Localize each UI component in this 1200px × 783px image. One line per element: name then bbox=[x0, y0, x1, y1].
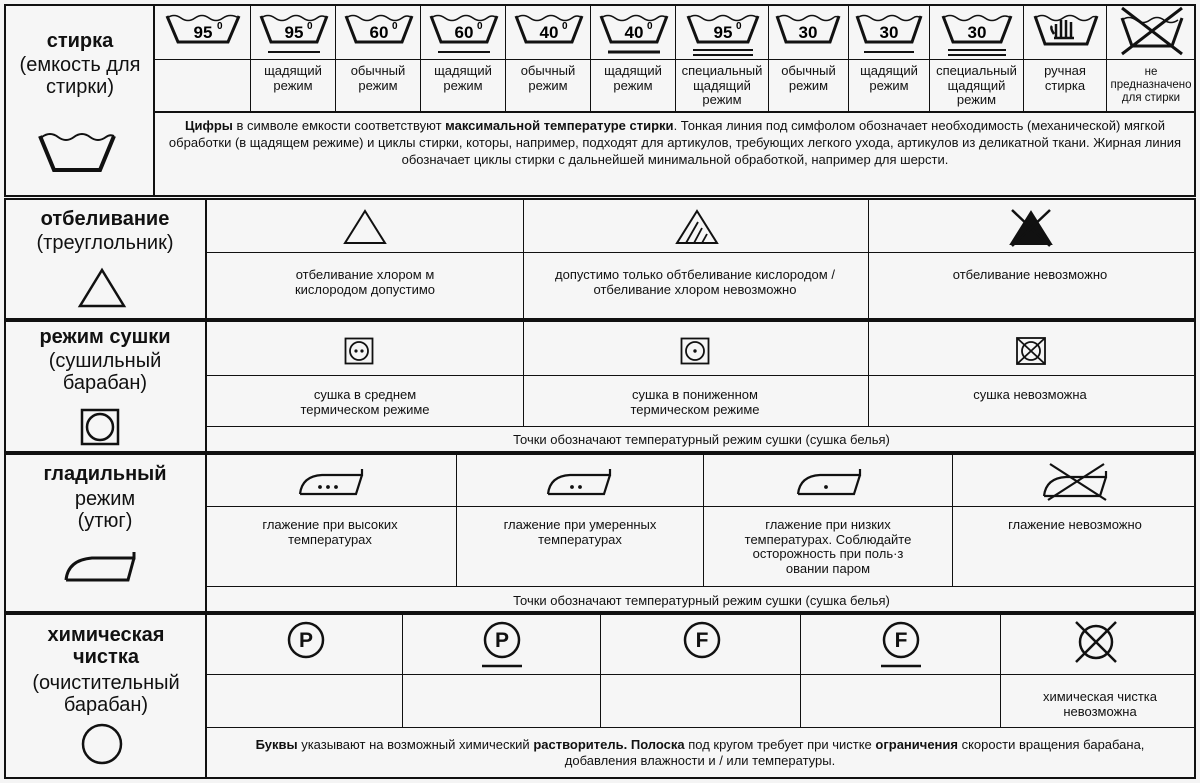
washing-symbol-8 bbox=[774, 12, 842, 48]
drycleaning-subtitle: (очистительный барабан) bbox=[32, 672, 180, 717]
washing-label-5: обычный режим bbox=[520, 63, 576, 93]
svg-text:P: P bbox=[298, 629, 314, 652]
no-wash-icon bbox=[1116, 6, 1188, 56]
washing-symbol-1 bbox=[164, 12, 242, 48]
ironing-label-2: глажение при умеренных температурах bbox=[503, 517, 657, 547]
svg-text:0: 0 bbox=[392, 21, 398, 32]
svg-text:95: 95 bbox=[713, 23, 733, 42]
drycleaning-label-5: химическая чистка невозможна bbox=[1042, 689, 1157, 719]
iron-high-icon bbox=[298, 466, 368, 498]
ironing-title: гладильный bbox=[43, 463, 167, 485]
svg-text:95: 95 bbox=[284, 23, 304, 42]
dry-low-icon bbox=[680, 337, 710, 365]
bleaching-label-3: отбеливание невозможно bbox=[952, 267, 1108, 282]
svg-text:40: 40 bbox=[624, 23, 644, 42]
washing-symbol-4 bbox=[428, 12, 500, 58]
washing-title: стирка bbox=[46, 30, 114, 52]
washing-symbol-10 bbox=[940, 12, 1014, 58]
drycleaning-circle-icon bbox=[80, 722, 124, 766]
solvent-p-icon bbox=[286, 620, 326, 660]
washing-symbol-2 bbox=[258, 12, 330, 58]
hand-wash-icon bbox=[1032, 10, 1100, 50]
no-drycleaning-icon bbox=[1072, 618, 1120, 666]
washing-symbol-3 bbox=[343, 12, 415, 48]
bleaching-label-2: допустимо только обтбеливание кислородом / отбеливание хлором невозможно bbox=[555, 267, 835, 297]
triangle-icon bbox=[76, 266, 128, 310]
washing-label-6: щадящий режим bbox=[604, 63, 662, 93]
oxygen-bleach-icon bbox=[674, 208, 720, 246]
drying-subtitle: (сушильный барабан) bbox=[48, 350, 162, 395]
svg-text:60: 60 bbox=[369, 23, 389, 42]
washing-label-7: специальный щадящий режим bbox=[681, 63, 763, 108]
drying-note: Точки обозначают температурный режим сушки (сушка белья) bbox=[513, 432, 890, 447]
washing-symbol-7 bbox=[685, 12, 761, 58]
dry-medium-icon bbox=[344, 337, 374, 365]
iron-medium-icon bbox=[546, 466, 616, 498]
svg-text:60: 60 bbox=[454, 23, 474, 42]
svg-text:0: 0 bbox=[217, 21, 223, 32]
svg-text:30: 30 bbox=[879, 23, 899, 42]
svg-text:0: 0 bbox=[477, 21, 483, 32]
svg-text:40: 40 bbox=[539, 23, 559, 42]
drycleaning-note: Буквы указывают на возможный химический растворитель. Полоска под кругом требует при чистке ограничения скорости вращения барабана, добавления влажности и / или температуры. bbox=[255, 737, 1145, 769]
washing-label-11: ручная стирка bbox=[1044, 63, 1086, 93]
solvent-p-gentle-icon bbox=[480, 620, 524, 670]
washing-label-10: специальный щадящий режим bbox=[936, 63, 1017, 108]
ironing-note: Точки обозначают температурный режим сушки (сушка белья) bbox=[513, 593, 890, 608]
solvent-f-gentle-icon bbox=[879, 620, 923, 670]
no-bleach-icon bbox=[1006, 206, 1056, 248]
svg-text:30: 30 bbox=[967, 23, 987, 42]
bleaching-title: отбеливание bbox=[40, 208, 170, 230]
svg-text:30: 30 bbox=[798, 23, 818, 42]
svg-text:95: 95 bbox=[193, 23, 213, 42]
washing-subtitle: (емкость для стирки) bbox=[19, 54, 141, 99]
ironing-subtitle: режим (утюг) bbox=[74, 488, 136, 533]
washing-label-4: щадящий режим bbox=[434, 63, 492, 93]
bleaching-label-1: отбеливание хлором м кислородом допустимо bbox=[294, 267, 436, 297]
solvent-f-icon bbox=[682, 620, 722, 660]
iron-icon bbox=[62, 548, 142, 584]
ironing-label-4: глажение невозможно bbox=[1008, 517, 1142, 532]
washing-label-3: обычный режим bbox=[350, 63, 406, 93]
svg-text:F: F bbox=[894, 629, 908, 652]
washtub-icon bbox=[36, 130, 118, 174]
bleach-allowed-icon bbox=[342, 208, 388, 246]
washing-symbol-5 bbox=[513, 12, 585, 48]
svg-text:P: P bbox=[494, 629, 510, 652]
drying-label-1: сушка в среднем термическом режиме bbox=[300, 387, 430, 417]
ironing-label-3: глажение при низких температурах. Соблюдайте осторожность при поль·з овании паром bbox=[744, 517, 912, 576]
washing-label-9: щадящий режим bbox=[860, 63, 918, 93]
washing-symbol-6 bbox=[598, 12, 670, 58]
no-tumble-dry-icon bbox=[1014, 335, 1048, 367]
drying-label-3: сушка невозможна bbox=[973, 387, 1087, 402]
svg-text:0: 0 bbox=[562, 21, 568, 32]
drying-title: режим сушки bbox=[39, 326, 171, 348]
tumble-dry-icon bbox=[80, 408, 120, 446]
svg-text:0: 0 bbox=[647, 21, 653, 32]
svg-text:0: 0 bbox=[736, 21, 742, 32]
washing-label-8: обычный режим bbox=[781, 63, 836, 93]
washing-note: Цифры в символе емкости соответствуют максимальной температуре стирки. Тонкая линия под симфолом обозначает необходимость (механической) мягкой обработки (в щадящем режиме) и циклы стирки, которы, например, подходят для артикулов, требующих легкого ухода, артикулов из деликатной ткани. Жирная линия обозначает циклы стирки с дальнейшей минимальной обработкой, например для шерсти. bbox=[168, 118, 1182, 167]
washing-label-2: щадящий режим bbox=[264, 63, 322, 93]
svg-text:F: F bbox=[695, 629, 709, 652]
drying-label-2: сушка в пониженном термическом режиме bbox=[630, 387, 760, 417]
no-iron-icon bbox=[1040, 462, 1114, 502]
svg-text:0: 0 bbox=[307, 21, 313, 32]
washing-label-12: не предназначено для стирки bbox=[1110, 66, 1192, 104]
ironing-label-1: глажение при высоких температурах bbox=[262, 517, 398, 547]
drycleaning-title: химическая чистка bbox=[47, 624, 165, 669]
iron-low-icon bbox=[796, 466, 866, 498]
washing-symbol-9 bbox=[854, 12, 924, 58]
bleaching-subtitle: (треуглольник) bbox=[36, 232, 174, 254]
